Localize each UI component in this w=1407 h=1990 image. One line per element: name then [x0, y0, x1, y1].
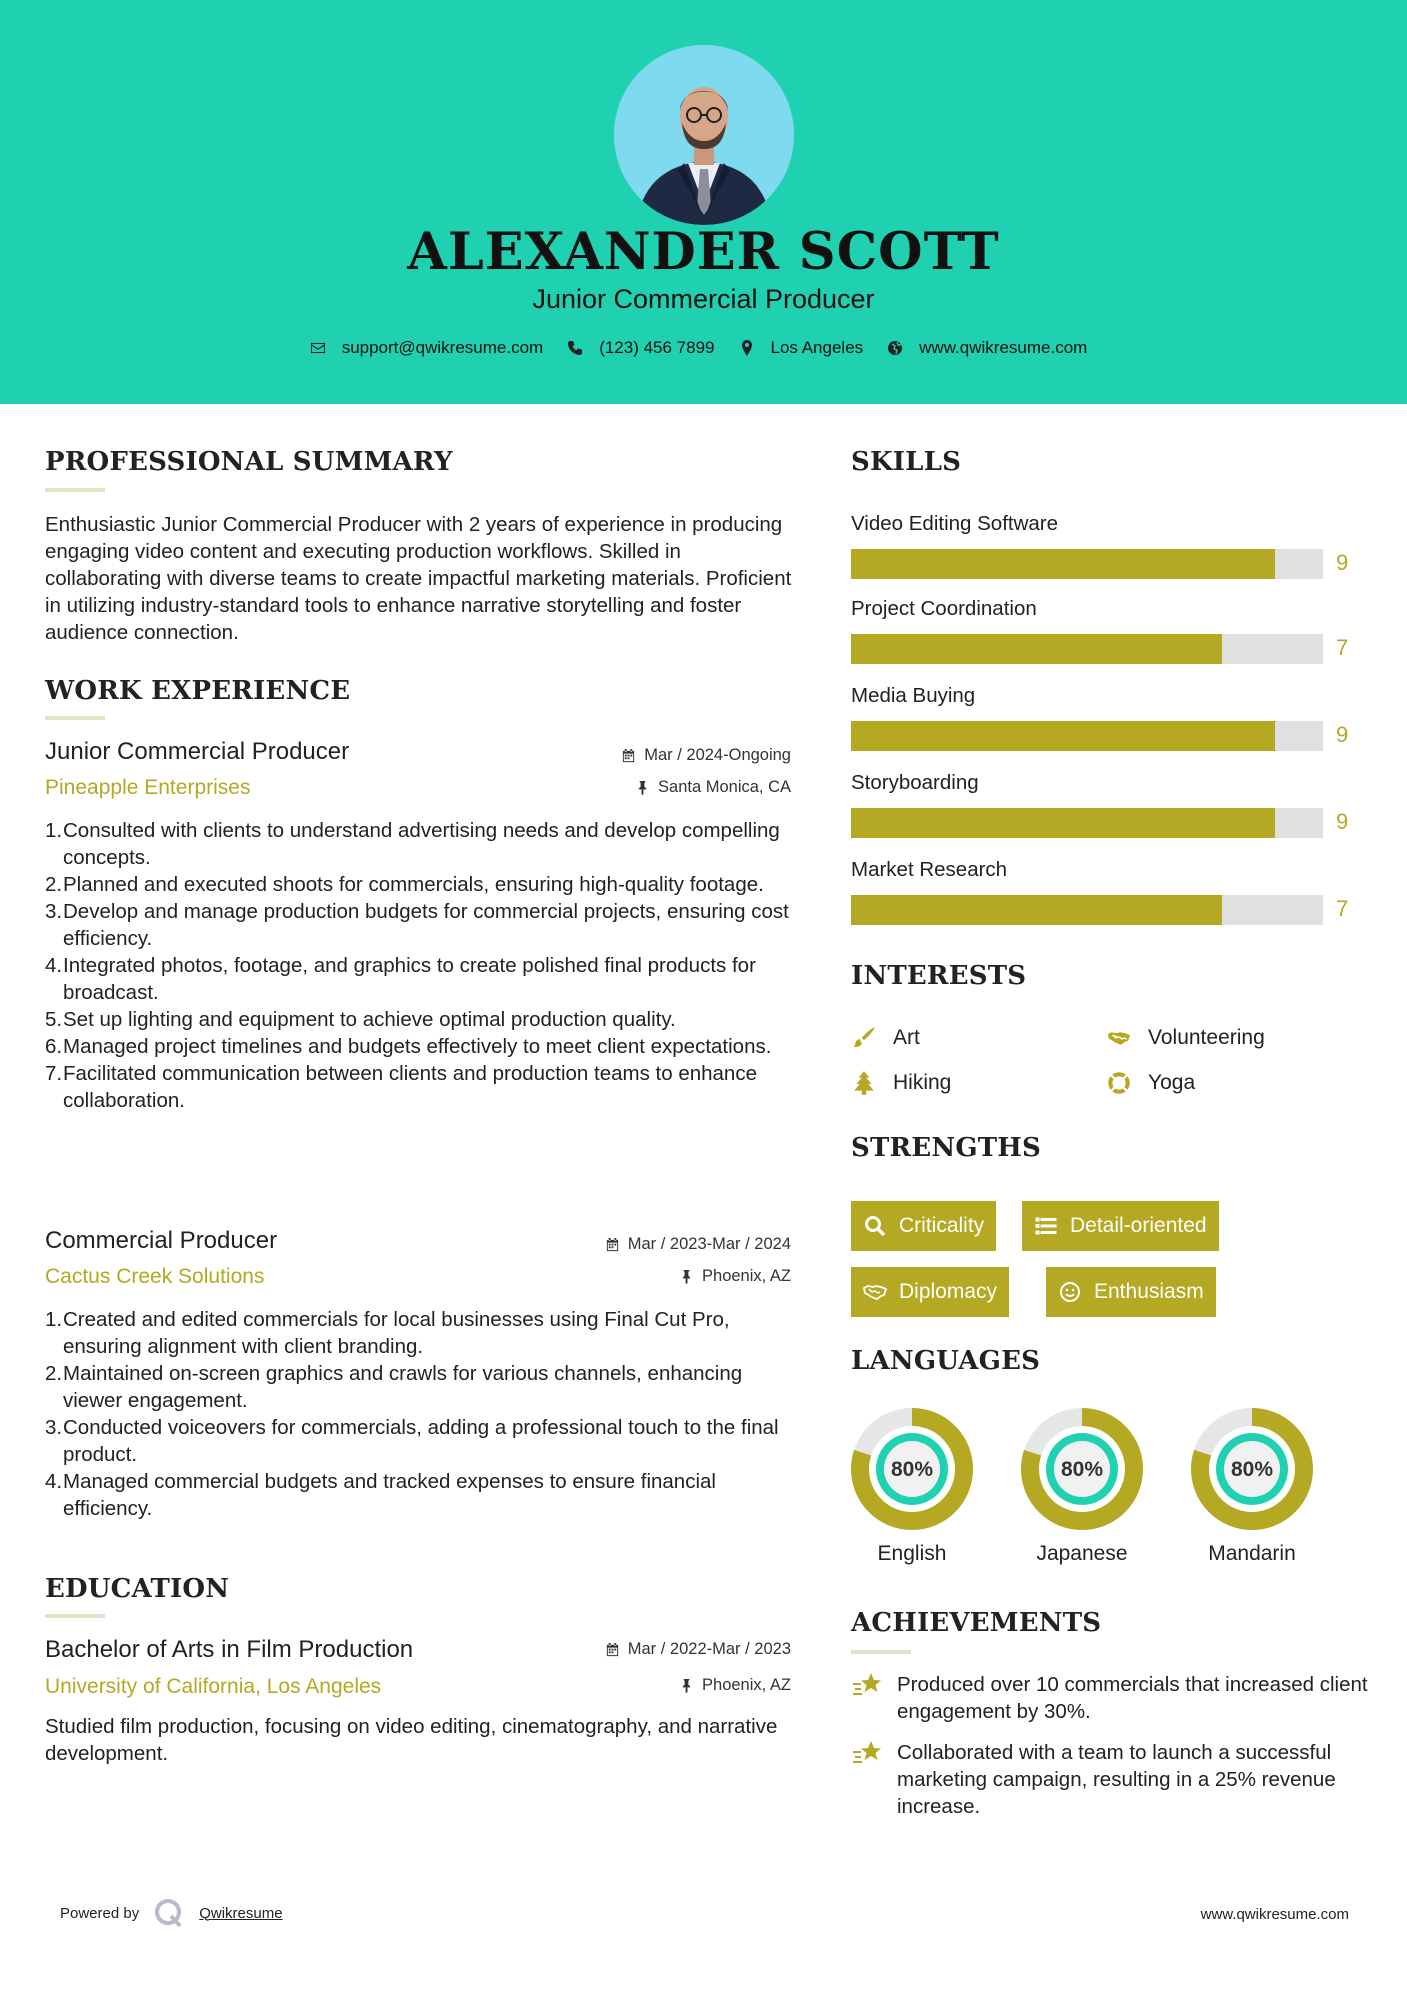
language-ring	[851, 1408, 973, 1530]
skill-bar-fill	[851, 549, 1275, 579]
avatar	[614, 45, 794, 225]
summary-heading: PROFESSIONAL SUMMARY	[45, 447, 453, 477]
language-name: English	[877, 1542, 947, 1565]
language-ring	[1021, 1408, 1143, 1530]
paintbrush-icon	[851, 1025, 877, 1051]
skill-bar-fill	[851, 808, 1275, 838]
calendar-icon	[621, 748, 636, 763]
list-item: 1. Created and edited commercials for local businesses using Final Cut Pro, ensuring alignment with client branding.	[45, 1308, 730, 1358]
company-name: Cactus Creek Solutions	[45, 1265, 265, 1288]
contact-website[interactable]	[887, 338, 1087, 358]
languages-heading: LANGUAGES	[851, 1346, 1041, 1376]
list-item: 4. Integrated photos, footage, and graphics to create polished final products for broadcast.	[45, 954, 756, 1004]
search-icon	[863, 1214, 887, 1238]
job-title: Commercial Producer	[45, 1227, 278, 1254]
company-name: Pineapple Enterprises	[45, 776, 251, 799]
candidate-name: ALEXANDER SCOTT	[407, 222, 1000, 282]
map-pin-icon	[739, 340, 755, 356]
skills-heading: SKILLS	[851, 447, 962, 477]
phone-icon	[567, 340, 583, 356]
list-item: 3. Conducted voiceovers for commercials, adding a professional touch to the final product.	[45, 1416, 779, 1466]
language-item	[851, 1408, 973, 1566]
achievement-item: Produced over 10 commercials that increased client engagement by 30%.	[851, 1671, 1371, 1725]
calendar-icon	[605, 1642, 620, 1657]
location-text: Los Angeles	[770, 338, 864, 357]
skill-bar-fill	[851, 721, 1275, 751]
pin-icon	[679, 1678, 694, 1693]
language-percent: 80%	[1060, 1458, 1104, 1481]
handshake-icon	[863, 1280, 887, 1304]
powered-by-text: Powered by	[60, 1904, 140, 1922]
achievements-heading: ACHIEVEMENTS	[851, 1608, 1102, 1638]
skill-level: 9	[1336, 550, 1349, 575]
language-percent: 80%	[890, 1458, 934, 1481]
contact-location	[739, 338, 864, 358]
strength-tag: Criticality	[851, 1201, 996, 1251]
skill-level: 7	[1336, 896, 1349, 921]
interest-item: Art	[851, 1025, 920, 1051]
list-item: 6. Managed project timelines and budgets effectively to meet client expectations.	[45, 1035, 772, 1058]
strength-tag: Diplomacy	[851, 1267, 1009, 1317]
language-name: Japanese	[1036, 1542, 1128, 1565]
degree-title: Bachelor of Arts in Film Production	[45, 1636, 414, 1663]
list-item: 7. Facilitated communication between clients and production teams to enhance collaboration.	[45, 1062, 757, 1112]
pin-icon	[635, 780, 650, 795]
candidate-title: Junior Commercial Producer	[532, 284, 875, 314]
skill-bar-fill	[851, 634, 1222, 664]
skill-level: 9	[1336, 809, 1349, 834]
contact-phone[interactable]	[567, 338, 714, 358]
footer-powered	[60, 1897, 283, 1929]
smile-icon	[1058, 1280, 1082, 1304]
job-location: Phoenix, AZ	[500, 1267, 791, 1286]
interest-item: Volunteering	[1106, 1025, 1265, 1051]
interests-heading: INTERESTS	[851, 961, 1027, 991]
achievement-item: Collaborated with a team to launch a successful marketing campaign, resulting in a 25% revenue increase.	[851, 1739, 1371, 1820]
strengths-heading: STRENGTHS	[851, 1133, 1042, 1163]
phone-text: (123) 456 7899	[599, 338, 715, 357]
education-date: Mar / 2022-Mar / 2023	[500, 1640, 791, 1659]
summary-text: Enthusiastic Junior Commercial Producer with 2 years of experience in producing engaging video content and executing production workflows. Skilled in collaborating with diverse teams to create impactful marketing materials. Proficient in utilizing industry-standard tools to enhance narrative storytelling and foster audience connection.	[45, 513, 792, 644]
calendar-icon	[605, 1237, 620, 1252]
job-bullets	[45, 1306, 800, 1522]
email-text: support@qwikresume.com	[341, 338, 544, 357]
education-text: Studied film production, focusing on video editing, cinematography, and narrative development.	[45, 1715, 778, 1765]
section-underline	[45, 716, 105, 720]
interest-item: Hiking	[851, 1070, 951, 1096]
contact-bar	[0, 338, 1407, 358]
skill-label: Project Coordination	[851, 597, 1037, 620]
job-title: Junior Commercial Producer	[45, 738, 350, 765]
skill-bar-track	[851, 549, 1323, 579]
website-text: www.qwikresume.com	[919, 338, 1088, 357]
skill-bar-track	[851, 895, 1323, 925]
job-bullets	[45, 817, 800, 1114]
skill-label: Video Editing Software	[851, 512, 1059, 535]
skill-label: Storyboarding	[851, 771, 979, 794]
skill-bar-track	[851, 634, 1323, 664]
skill-label: Market Research	[851, 858, 1008, 881]
language-item	[1191, 1408, 1313, 1566]
language-ring	[1191, 1408, 1313, 1530]
skill-bar-fill	[851, 895, 1222, 925]
handshake-icon	[1106, 1025, 1132, 1051]
star-award-icon	[851, 1669, 883, 1701]
footer-website[interactable]: www.qwikresume.com	[1200, 1906, 1349, 1923]
school-name: University of California, Los Angeles	[45, 1675, 382, 1698]
lifebuoy-icon	[1106, 1070, 1132, 1096]
qwikresume-logo-icon	[153, 1897, 185, 1929]
education-location: Phoenix, AZ	[500, 1676, 791, 1695]
job-date: Mar / 2024-Ongoing	[500, 746, 791, 765]
language-percent: 80%	[1230, 1458, 1274, 1481]
contact-email[interactable]	[310, 338, 544, 358]
interest-item: Yoga	[1106, 1070, 1195, 1096]
resume-header	[0, 0, 1407, 404]
list-item: 1. Consulted with clients to understand advertising needs and develop compelling concepts.	[45, 819, 780, 869]
section-underline	[45, 1614, 105, 1618]
language-name: Mandarin	[1208, 1542, 1296, 1565]
strength-tag: Detail-oriented	[1022, 1201, 1219, 1251]
section-underline	[851, 1650, 911, 1654]
list-item: 5. Set up lighting and equipment to achieve optimal production quality.	[45, 1008, 676, 1031]
globe-icon	[887, 340, 903, 356]
job-location: Santa Monica, CA	[500, 778, 791, 797]
list-item: 2. Planned and executed shoots for commercials, ensuring high-quality footage.	[45, 873, 764, 896]
skill-bar-track	[851, 721, 1323, 751]
strength-tag: Enthusiasm	[1046, 1267, 1216, 1317]
skill-label: Media Buying	[851, 684, 976, 707]
star-award-icon	[851, 1737, 883, 1769]
list-item: 2. Maintained on-screen graphics and crawls for various channels, enhancing viewer engagement.	[45, 1362, 743, 1412]
job-date: Mar / 2023-Mar / 2024	[500, 1235, 791, 1254]
list-item: 3. Develop and manage production budgets for commercial projects, ensuring cost efficiency.	[45, 900, 789, 950]
pin-icon	[679, 1269, 694, 1284]
skill-level: 7	[1336, 635, 1349, 660]
skill-level: 9	[1336, 722, 1349, 747]
list-item: 4. Managed commercial budgets and tracked expenses to ensure financial efficiency.	[45, 1470, 716, 1520]
language-item	[1021, 1408, 1143, 1566]
education-heading: EDUCATION	[45, 1574, 230, 1604]
experience-heading: WORK EXPERIENCE	[45, 676, 351, 706]
list-icon	[1034, 1214, 1058, 1238]
brand-link[interactable]: Qwikresume	[199, 1904, 283, 1922]
section-underline	[45, 488, 105, 492]
skill-bar-track	[851, 808, 1323, 838]
envelope-icon	[310, 340, 326, 356]
tree-icon	[851, 1070, 877, 1096]
